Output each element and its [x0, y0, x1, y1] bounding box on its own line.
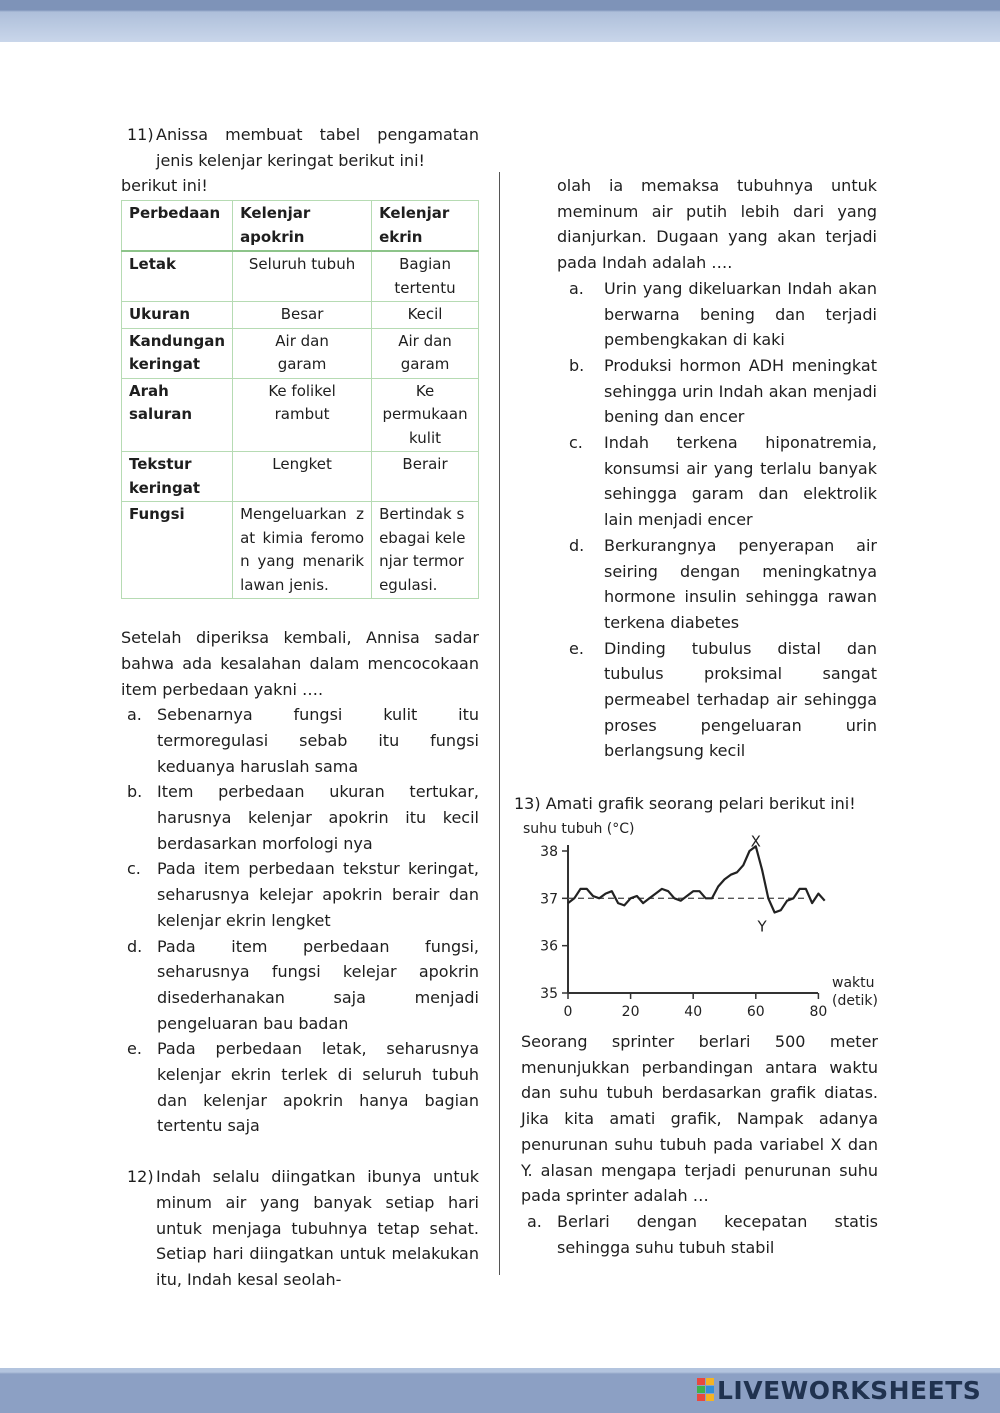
x-tick-label: 0	[563, 1004, 573, 1020]
annotation-label: Y	[757, 917, 767, 936]
table-cell: Kandungan keringat	[122, 328, 233, 378]
question-number: 12)	[127, 1167, 154, 1187]
answer-option-d[interactable]	[121, 934, 479, 1037]
question-13-stem: Amati grafik seorang pelari berikut ini!	[545, 794, 856, 813]
option-text: Indah terkena hiponatremia, konsumsi air yang terlalu banyak sehingga garam dan elektrolik lain menjadi encer	[604, 433, 877, 530]
y-tick-label: 37	[540, 891, 558, 908]
observation-table	[121, 200, 479, 599]
question-11-followup: Setelah diperiksa kembali, Annisa sadar	[121, 628, 479, 648]
top-banner	[0, 0, 1000, 42]
series-line	[568, 846, 825, 912]
answer-option-b[interactable]	[121, 779, 479, 856]
table-cell: Lengket	[233, 452, 372, 502]
table-cell: Besar	[233, 302, 372, 329]
annotation-label: X	[750, 832, 761, 851]
table-cell: Bagian tertentu	[372, 251, 479, 302]
option-text: Pada item perbedaan fungsi, seharusnya fungsi kelejar apokrin disederhanakan saja menjadi pengeluaran bau badan	[157, 936, 479, 1033]
table-cell: Letak	[122, 251, 233, 302]
table-cell: Ke permukaan kulit	[372, 378, 479, 452]
answer-option-a[interactable]	[521, 1209, 878, 1260]
table-cell: Mengeluarkan zat kimia feromon yang menarik lawan jenis.	[233, 502, 372, 599]
option-text: Produksi hormon ADH meningkat sehingga urin Indah akan menjadi bening dan encer	[604, 355, 877, 427]
table-row	[122, 328, 479, 378]
question-11-stem-line2: jenis kelenjar keringat berikut ini!	[156, 150, 425, 170]
x-axis-label: waktu	[832, 975, 875, 991]
y-tick-label: 38	[540, 844, 558, 860]
answer-option-c[interactable]	[121, 856, 479, 933]
logo-text: LIVEWORKSHEETS	[717, 1376, 982, 1405]
table-row	[122, 251, 479, 302]
table-cell: Air dan garam	[233, 328, 372, 378]
table-cell: Ke folikel rambut	[233, 378, 372, 452]
option-text: Urin yang dikeluarkan Indah akan berwarna bening dan terjadi pembengkakan di kaki	[604, 278, 877, 350]
option-letter: d.	[569, 535, 585, 555]
left-column	[121, 122, 479, 1293]
x-tick-label: 40	[684, 1004, 703, 1020]
table-cell: Arah saluran	[122, 378, 233, 452]
table-header: Perbedaan	[122, 201, 233, 252]
logo-mark-icon	[697, 1378, 715, 1402]
answer-option-d[interactable]	[557, 533, 877, 636]
table-header: Kelenjar apokrin	[233, 201, 372, 252]
option-letter: e.	[127, 1039, 142, 1059]
answer-option-e[interactable]	[557, 636, 877, 765]
table-cell: Berair	[372, 452, 479, 502]
table-header: Kelenjar ekrin	[372, 201, 479, 252]
option-letter: e.	[569, 638, 584, 658]
y-tick-label: 36	[540, 938, 558, 955]
option-letter: a.	[527, 1211, 542, 1231]
question-12-stem-continued: olah ia memaksa tubuhnya untuk meminum air putih lebih dari yang dianjurkan. Dugaan yang akan terjadi pada Indah adalah ….	[557, 176, 877, 273]
question-11-followup: item perbedaan yakni ….	[121, 679, 324, 699]
table-header-row	[122, 201, 479, 252]
answer-option-c[interactable]	[557, 430, 877, 533]
table-cell: Bertindak sebagai kelenjar termoregulasi.	[372, 502, 479, 599]
table-row	[122, 378, 479, 452]
option-text: Item perbedaan ukuran tertukar, harusnya kelenjar apokrin itu kecil berdasarkan morfologi nya	[157, 782, 479, 853]
y-axis-label: suhu tubuh (°C)	[523, 821, 635, 837]
option-text: Pada item perbedaan tekstur keringat, seharusnya kelejar apokrin berair dan kelenjar ekrin lengket	[157, 859, 479, 930]
option-letter: b.	[569, 355, 585, 375]
option-letter: d.	[127, 936, 143, 956]
x-tick-label: 60	[746, 1004, 765, 1020]
table-cell: Kecil	[372, 302, 479, 329]
question-13-paragraph: Seorang sprinter berlari 500 meter menunjukkan perbandingan antara waktu dan suhu tubuh berdasarkan grafik diatas. Jika kita amati grafik, Nampak adanya penurunan suhu tubuh pada variabel X dan Y. alasan mengapa terjadi penurunan suhu pada sprinter adalah …	[521, 1032, 878, 1206]
answer-option-e[interactable]	[121, 1036, 479, 1139]
answer-option-b[interactable]	[557, 353, 877, 430]
option-letter: b.	[127, 782, 143, 802]
table-cell: Ukuran	[122, 302, 233, 329]
liveworksheets-logo	[697, 1376, 981, 1406]
question-11-stem: 11) Anissa membuat tabel pengamatan	[121, 122, 479, 148]
table-row	[122, 452, 479, 502]
option-text: Berlari dengan kecepatan statis sehingga suhu tubuh stabil	[557, 1211, 878, 1257]
question-11-followup: bahwa ada kesalahan dalam mencocokaan	[121, 653, 479, 673]
option-text: Sebenarnya fungsi kulit itu termoregulasi sebab itu fungsi keduanya haruslah sama	[157, 705, 479, 776]
x-tick-label: 20	[621, 1004, 640, 1020]
option-letter: a.	[127, 705, 142, 725]
option-text: Dinding tubulus distal dan tubulus proksimal sangat permeabel terhadap air sehingga proses pengeluaran urin berlangsung kecil	[604, 638, 877, 761]
table-cell: Seluruh tubuh	[233, 251, 372, 302]
table-cell: Fungsi	[122, 502, 233, 599]
table-row	[122, 502, 479, 599]
table-row	[122, 302, 479, 329]
answer-option-a[interactable]	[121, 702, 479, 779]
table-cell: Air dan garam	[372, 328, 479, 378]
x-axis-label-unit: (detik)	[832, 993, 878, 1009]
question-13-body	[521, 1029, 878, 1260]
question-11-stem-line3: berikut ini!	[121, 176, 208, 196]
right-column	[557, 173, 877, 764]
option-letter: a.	[569, 278, 584, 298]
question-13-header	[514, 791, 884, 817]
answer-option-a[interactable]	[557, 276, 877, 353]
y-tick-label: 35	[540, 986, 558, 1002]
column-divider	[499, 172, 500, 1275]
x-tick-label: 80	[809, 1004, 828, 1020]
question-12-stem: 12) Indah selalu diingatkan ibunya untuk minum air yang banyak setiap hari untuk menjaga tubuhnya tetap sehat. Setiap hari diingatkan untuk melakukan itu, Indah kesal seolah-	[121, 1164, 479, 1293]
option-text: Pada perbedaan letak, seharusnya kelenjar ekrin terlek di seluruh tubuh dan kelenjar apokrin hanya bagian tertentu saja	[157, 1039, 479, 1136]
temperature-chart	[515, 815, 890, 1030]
question-number: 11)	[127, 125, 154, 144]
option-letter: c.	[127, 859, 141, 879]
option-text: Berkurangnya penyerapan air seiring dengan meningkatnya hormone insulin sehingga rawan terkena diabetes	[604, 535, 877, 632]
option-letter: c.	[569, 433, 583, 453]
question-number: 13)	[514, 794, 541, 813]
table-cell: Tekstur keringat	[122, 452, 233, 502]
